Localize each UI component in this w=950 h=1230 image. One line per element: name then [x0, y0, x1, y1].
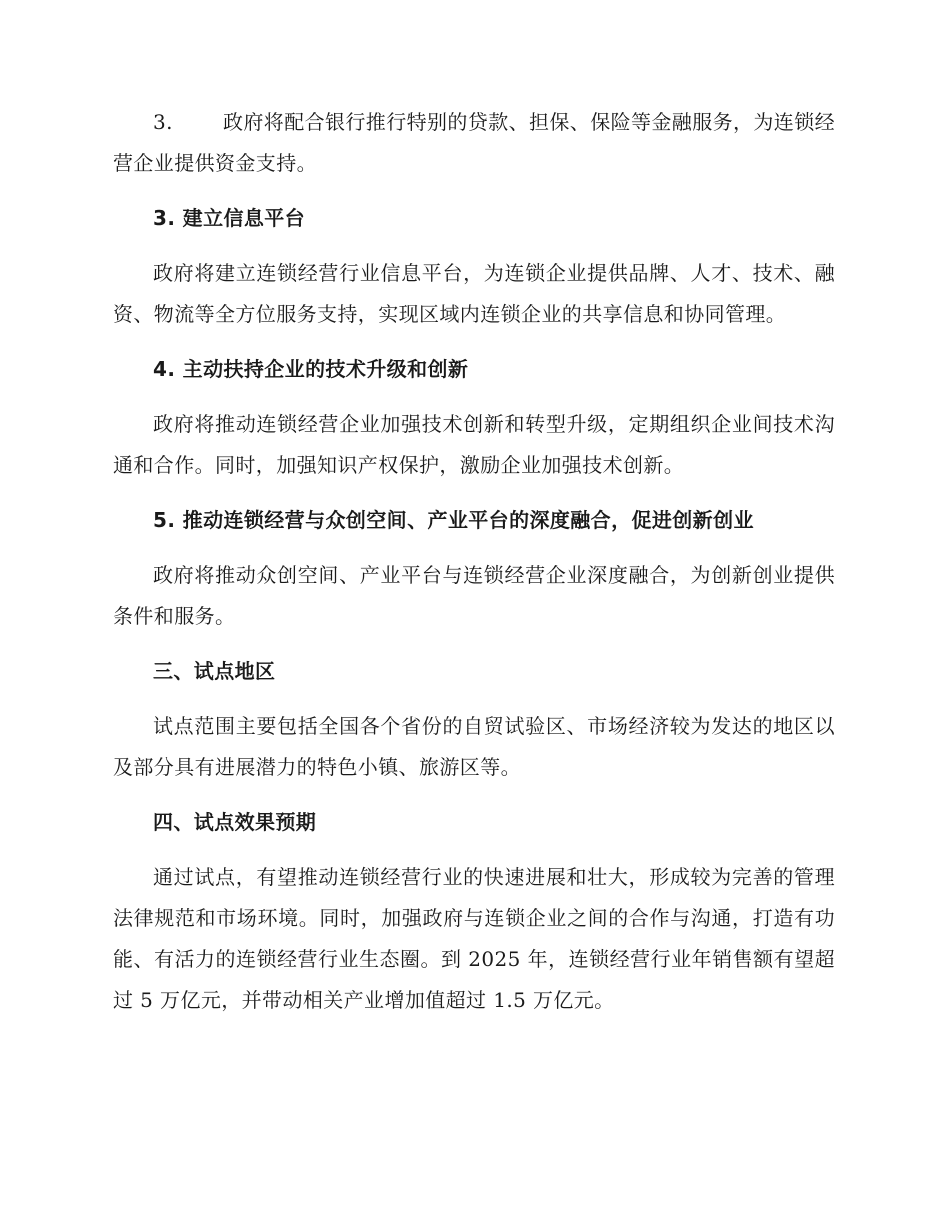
section-3-body: 政府将建立连锁经营行业信息平台，为连锁企业提供品牌、人才、技术、融资、物流等全方位服务支持，实现区域内连锁企业的共享信息和协同管理。: [113, 261, 835, 326]
section-3-heading: 3. 建立信息平台: [153, 206, 306, 230]
part-3-body: 试点范围主要包括全国各个省份的自贸试验区、市场经济较为发达的地区以及部分具有进展潜力的特色小镇、旅游区等。: [113, 714, 835, 779]
section-5-heading: 5. 推动连锁经营与众创空间、产业平台的深度融合，促进创新创业: [153, 508, 754, 532]
list-item-3-text: 政府将配合银行推行特别的贷款、担保、保险等金融服务，为连锁经营企业提供资金支持。: [113, 110, 835, 175]
list-item-3-number: 3.: [153, 110, 173, 134]
section-4-heading: 4. 主动扶持企业的技术升级和创新: [153, 357, 469, 381]
part-4-body: 通过试点，有望推动连锁经营行业的快速进展和壮大，形成较为完善的管理法律规范和市场环境。同时，加强政府与连锁企业之间的合作与沟通，打造有功能、有活力的连锁经营行业生态圈。到 2025 年，连锁经营行业年销售额有望超过 5 万亿元，并带动相关产业增加值超过 1.5 万亿元。: [113, 865, 835, 1012]
section-4-body: 政府将推动连锁经营企业加强技术创新和转型升级，定期组织企业间技术沟通和合作。同时，加强知识产权保护，激励企业加强技术创新。: [113, 412, 835, 477]
document-page: [113, 102, 835, 1035]
part-3-heading: 三、试点地区: [153, 659, 276, 683]
part-4-heading: 四、试点效果预期: [153, 810, 317, 834]
list-item-3: [113, 102, 835, 184]
section-5-body: 政府将推动众创空间、产业平台与连锁经营企业深度融合，为创新创业提供条件和服务。: [113, 563, 835, 628]
